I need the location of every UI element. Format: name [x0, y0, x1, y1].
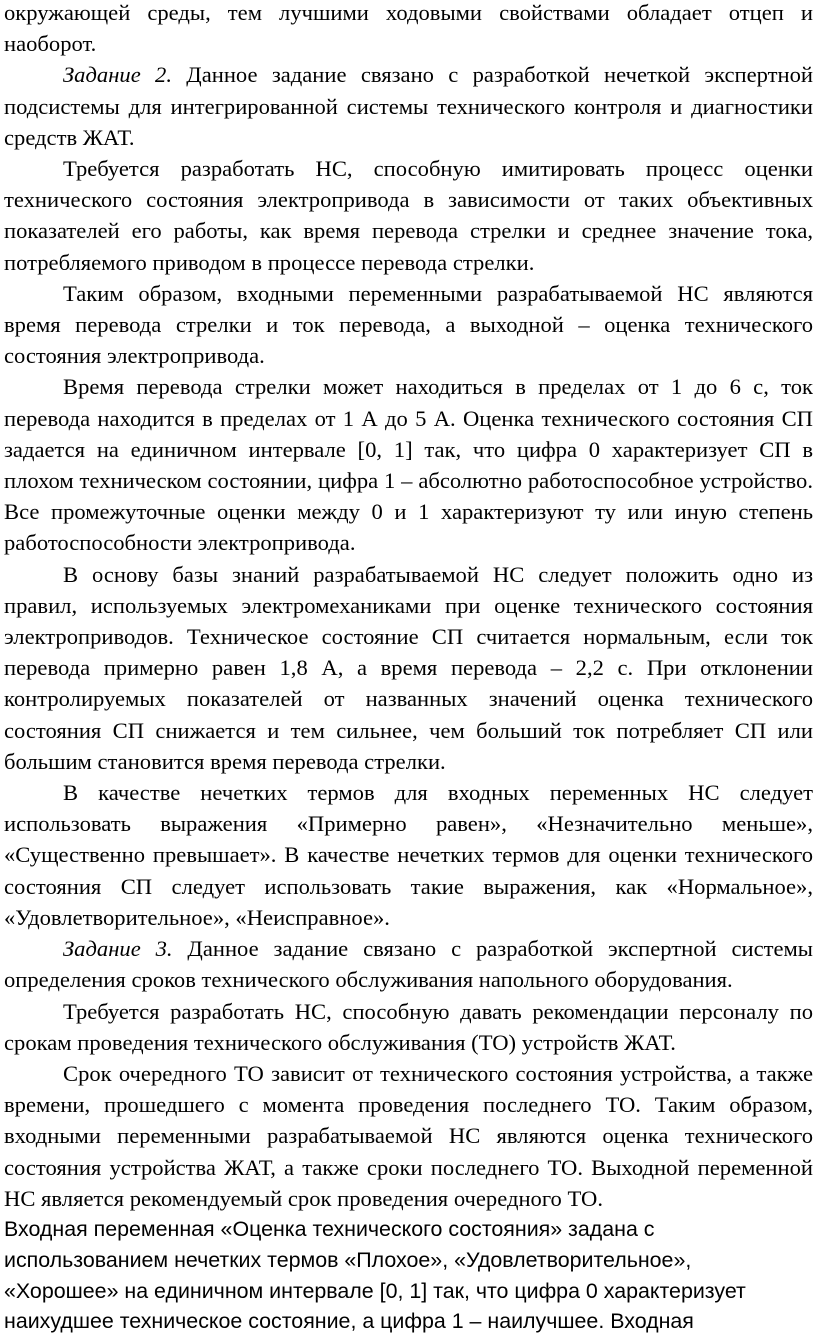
paragraph-task-2: [4, 59, 813, 153]
input-variable-description: [4, 1214, 813, 1337]
paragraph-text: Срок очередного ТО зависит от технического состояния устройства, а также времени, прошедшего с момента проведения последнего ТО. Таким образом, входными переменными разрабатываемой НС являются оценка технического состояния устройства ЖАТ, а также сроки последнего ТО. Выходной переменной НС является рекомендуемый срок проведения очередного ТО.: [4, 1060, 813, 1211]
paragraph-text: В основу базы знаний разрабатываемой НС следует положить одно из правил, используемых электромеханиками при оценке технического состояния электроприводов. Техническое состояние СП считается нормальным, если ток перевода примерно равен 1,8 А, а время перевода – 2,2 с. При отклонении контролируемых показателей от названных значений оценка технического состояния СП снижается и тем сильнее, чем больший ток потребляет СП или большим становится время перевода стрелки.: [4, 561, 813, 774]
paragraph-text: Данное задание связано с разработкой экспертной системы определения сроков технического обслуживания напольного оборудования.: [4, 936, 813, 993]
paragraph-text: Время перевода стрелки может находиться в пределах от 1 до 6 с, ток перевода находится в пределах от 1 А до 5 А. Оценка технического состояния СП задается на единичном интервале [0, 1] так, что цифра 0 характеризует СП в плохом техническом состоянии, цифра 1 – абсолютно работоспособное устройство. Все промежуточные оценки между 0 и 1 характеризуют ту или иную степень работоспособности электропривода.: [4, 374, 813, 556]
document-body: [4, 0, 813, 1337]
paragraph-text: Таким образом, входными переменными разрабатываемой НС являются время перевода стрелки и ток перевода, а выходной – оценка технического состояния электропривода.: [4, 280, 813, 369]
paragraph: [4, 278, 813, 372]
text-line: «Хорошее» на единичном интервале [0, 1] так, что цифра 0 характеризует: [4, 1278, 746, 1303]
paragraph: [4, 371, 813, 558]
paragraph-text: окружающей среды, тем лучшими ходовыми свойствами обладает отцеп и наоборот.: [4, 0, 813, 57]
paragraph: [4, 996, 813, 1058]
paragraph: [4, 559, 813, 777]
paragraph: [4, 1058, 813, 1214]
task-label: Задание 2.: [63, 62, 172, 88]
text-line: наихудшее техническое состояние, а цифра 1 – наилучшее. Входная: [4, 1309, 694, 1334]
paragraph: [4, 0, 813, 59]
paragraph: [4, 153, 813, 278]
paragraph: [4, 777, 813, 933]
paragraph-text: Требуется разработать НС, способную давать рекомендации персоналу по срокам проведения технического обслуживания (ТО) устройств ЖАТ.: [4, 998, 813, 1055]
paragraph-text: Требуется разработать НС, способную имитировать процесс оценки технического состояния электропривода в зависимости от таких объективных показателей его работы, как время перевода стрелки и среднее значение тока, потребляемого приводом в процессе перевода стрелки.: [4, 156, 813, 275]
text-line: Входная переменная «Оценка технического состояния» задана с: [4, 1216, 655, 1241]
task-label: Задание 3.: [63, 936, 173, 962]
text-line: использованием нечетких термов «Плохое», «Удовлетворительное»,: [4, 1247, 692, 1272]
paragraph-task-3: [4, 933, 813, 995]
paragraph-text: Данное задание связано с разработкой нечеткой экспертной подсистемы для интегрированной системы технического контроля и диагностики средств ЖАТ.: [4, 62, 814, 150]
paragraph-text: В качестве нечетких термов для входных переменных НС следует использовать выражения «Примерно равен», «Незначительно меньше», «Существенно превышает». В качестве нечетких термов для оценки технического состояния СП следует использовать такие выражения, как «Нормальное», «Удовлетворительное», «Неисправное».: [4, 780, 813, 930]
